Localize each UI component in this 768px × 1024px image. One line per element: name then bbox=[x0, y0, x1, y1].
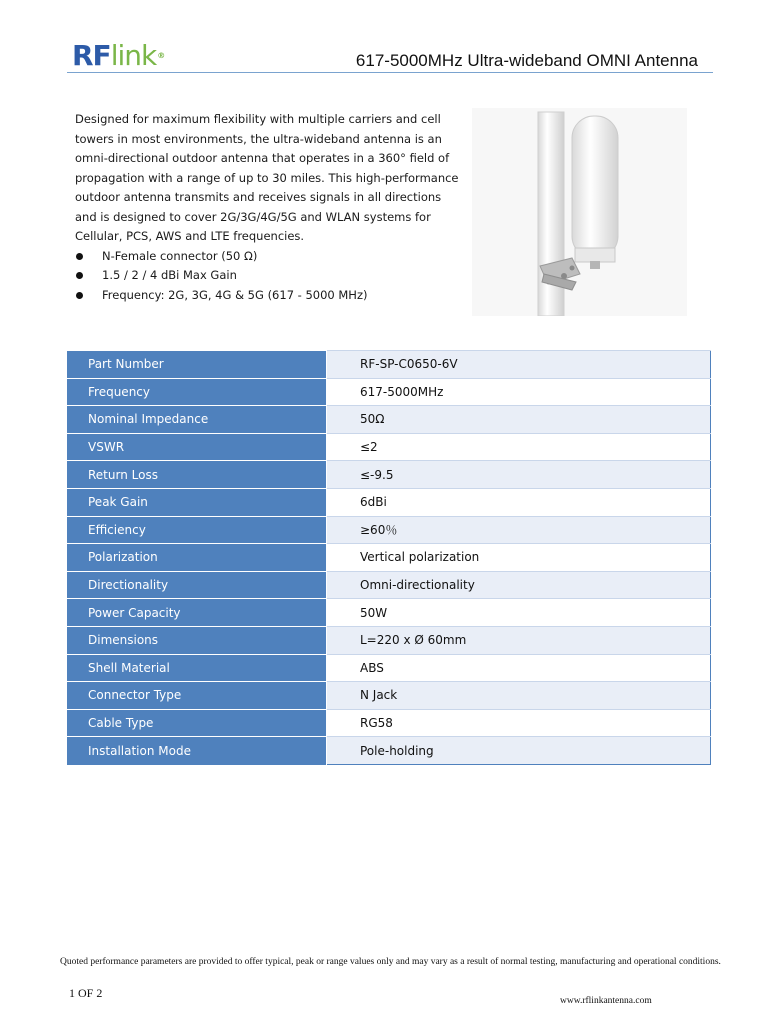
spec-label: Return Loss bbox=[68, 461, 327, 489]
feature-item: N-Female connector (50 Ω) bbox=[75, 247, 465, 267]
spec-value: ABS bbox=[327, 654, 711, 682]
spec-value: 617-5000MHz bbox=[327, 378, 711, 406]
logo-registered-mark: ® bbox=[157, 51, 165, 60]
spec-row bbox=[68, 516, 711, 544]
antenna-product-image bbox=[472, 108, 687, 316]
logo-rf-text: RF bbox=[72, 39, 111, 72]
spec-row bbox=[68, 709, 711, 737]
spec-row bbox=[68, 626, 711, 654]
spec-label: Directionality bbox=[68, 571, 327, 599]
spec-value: 6dBi bbox=[327, 488, 711, 516]
spec-row bbox=[68, 351, 711, 379]
spec-label: Power Capacity bbox=[68, 599, 327, 627]
spec-row bbox=[68, 599, 711, 627]
feature-item: 1.5 / 2 / 4 dBi Max Gain bbox=[75, 266, 465, 286]
spec-value: Omni-directionality bbox=[327, 571, 711, 599]
spec-value: RG58 bbox=[327, 709, 711, 737]
spec-value: 50Ω bbox=[327, 406, 711, 434]
spec-label: Cable Type bbox=[68, 709, 327, 737]
document-title: 617-5000MHz Ultra-wideband OMNI Antenna bbox=[355, 51, 698, 70]
feature-item: Frequency: 2G, 3G, 4G & 5G (617 - 5000 MHz) bbox=[75, 286, 465, 306]
spec-value: RF-SP-C0650-6V bbox=[327, 351, 711, 379]
spec-row bbox=[68, 654, 711, 682]
spec-label: Efficiency bbox=[68, 516, 327, 544]
product-description: Designed for maximum flexibility with multiple carriers and cell towers in most environments, the ultra-wideband antenna is an omni-directional outdoor antenna that operates in a 360° field of propagation with a range of up to 30 miles. This high-performance outdoor antenna transmits and receives signals in all directions and is designed to cover 2G/3G/4G/5G and WLAN systems for Cellular, PCS, AWS and LTE frequencies. bbox=[75, 112, 459, 243]
disclaimer-note: Quoted performance parameters are provided to offer typical, peak or range values only and may vary as a result of normal testing, manufacturing and operational conditions. bbox=[60, 957, 721, 967]
spec-row bbox=[68, 737, 711, 765]
spec-label: Frequency bbox=[68, 378, 327, 406]
spec-row bbox=[68, 433, 711, 461]
spec-row bbox=[68, 378, 711, 406]
spec-row bbox=[68, 571, 711, 599]
spec-value: ≥60％ bbox=[327, 516, 711, 544]
spec-label: Peak Gain bbox=[68, 488, 327, 516]
spec-value: ≤-9.5 bbox=[327, 461, 711, 489]
intro-section bbox=[75, 110, 465, 305]
spec-row bbox=[68, 544, 711, 572]
header-divider bbox=[67, 72, 713, 73]
spec-row bbox=[68, 406, 711, 434]
spec-label: Part Number bbox=[68, 351, 327, 379]
company-logo bbox=[72, 40, 164, 72]
spec-value: Vertical polarization bbox=[327, 544, 711, 572]
spec-label: Nominal Impedance bbox=[68, 406, 327, 434]
feature-list bbox=[75, 247, 465, 306]
spec-value: ≤2 bbox=[327, 433, 711, 461]
spec-label: Connector Type bbox=[68, 682, 327, 710]
logo-link-text: link bbox=[110, 39, 157, 72]
page-number: 1 OF 2 bbox=[69, 986, 103, 1000]
spec-label: Shell Material bbox=[68, 654, 327, 682]
spec-row bbox=[68, 682, 711, 710]
specifications-table bbox=[67, 350, 711, 765]
spec-label: VSWR bbox=[68, 433, 327, 461]
spec-value: Pole-holding bbox=[327, 737, 711, 765]
spec-value: N Jack bbox=[327, 682, 711, 710]
spec-value: L=220 x Ø 60mm bbox=[327, 626, 711, 654]
spec-label: Dimensions bbox=[68, 626, 327, 654]
website-url: www.rflinkantenna.com bbox=[560, 996, 652, 1006]
spec-label: Installation Mode bbox=[68, 737, 327, 765]
spec-label: Polarization bbox=[68, 544, 327, 572]
spec-row bbox=[68, 461, 711, 489]
spec-row bbox=[68, 488, 711, 516]
spec-value: 50W bbox=[327, 599, 711, 627]
